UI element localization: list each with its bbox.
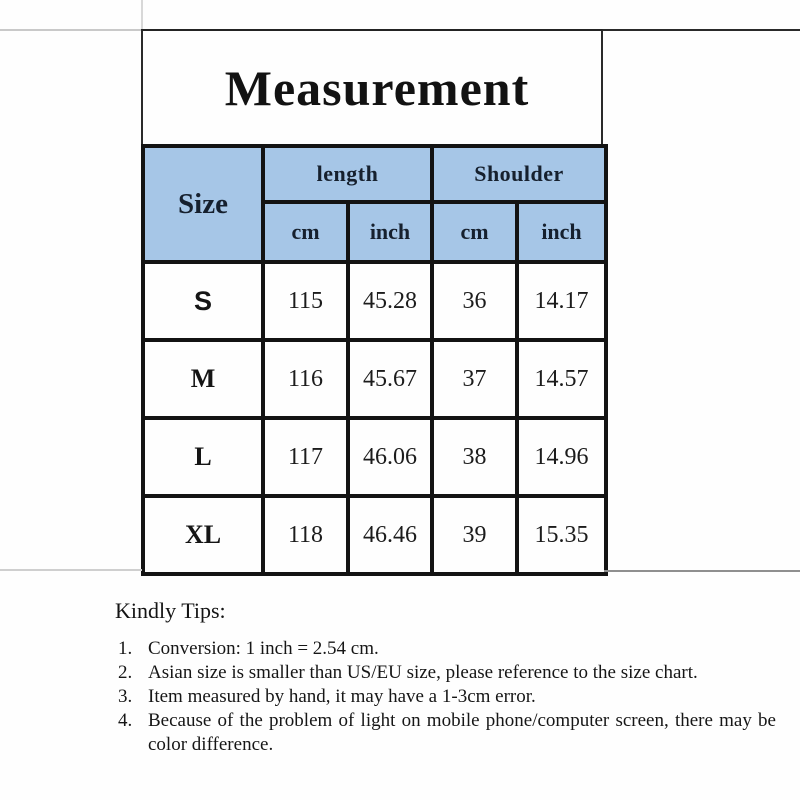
value-cell: 115 (263, 262, 348, 340)
value-cell: 15.35 (517, 496, 606, 574)
top-right-hairline (603, 29, 800, 31)
size-cell: M (143, 340, 263, 418)
size-cell: XL (143, 496, 263, 574)
value-cell: 14.17 (517, 262, 606, 340)
value-cell: 37 (432, 340, 517, 418)
header-cell-shoulder: Shoulder (432, 146, 606, 202)
size-cell: L (143, 418, 263, 496)
value-cell: 118 (263, 496, 348, 574)
value-cell: 38 (432, 418, 517, 496)
value-cell: 46.46 (348, 496, 432, 574)
top-notch-line (141, 0, 143, 30)
value-cell: 14.96 (517, 418, 606, 496)
size-cell: S (143, 262, 263, 340)
value-cell: 45.28 (348, 262, 432, 340)
bottom-left-hairline (0, 569, 142, 571)
header-cell-size: Size (143, 146, 263, 262)
kindly-tips-section (115, 598, 776, 757)
value-cell: 46.06 (348, 418, 432, 496)
subheader-shoulder-inch: inch (517, 202, 606, 262)
tip-item: Item measured by hand, it may have a 1-3cm error. (148, 686, 536, 707)
tip-item: Because of the problem of light on mobile phone/computer screen, there may be color difference. (148, 710, 776, 755)
value-cell: 39 (432, 496, 517, 574)
subheader-length-inch: inch (348, 202, 432, 262)
tip-item: Conversion: 1 inch = 2.54 cm. (148, 638, 379, 659)
tip-item: Asian size is smaller than US/EU size, please reference to the size chart. (148, 662, 698, 683)
table-row-l (143, 418, 606, 496)
value-cell: 117 (263, 418, 348, 496)
subheader-shoulder-cm: cm (432, 202, 517, 262)
table-row-s (143, 262, 606, 340)
tips-heading: Kindly Tips: (115, 598, 226, 623)
value-cell: 14.57 (517, 340, 606, 418)
header-row-groups (143, 146, 606, 202)
header-cell-length: length (263, 146, 432, 202)
tips-list (115, 637, 776, 757)
bottom-right-hairline (604, 570, 800, 572)
page-title: Measurement (224, 59, 530, 116)
table-row-xl (143, 496, 606, 574)
top-left-hairline (0, 29, 142, 31)
table-row-m (143, 340, 606, 418)
value-cell: 45.67 (348, 340, 432, 418)
subheader-length-cm: cm (263, 202, 348, 262)
title-box (141, 29, 603, 144)
measurement-table (141, 144, 608, 576)
value-cell: 116 (263, 340, 348, 418)
value-cell: 36 (432, 262, 517, 340)
